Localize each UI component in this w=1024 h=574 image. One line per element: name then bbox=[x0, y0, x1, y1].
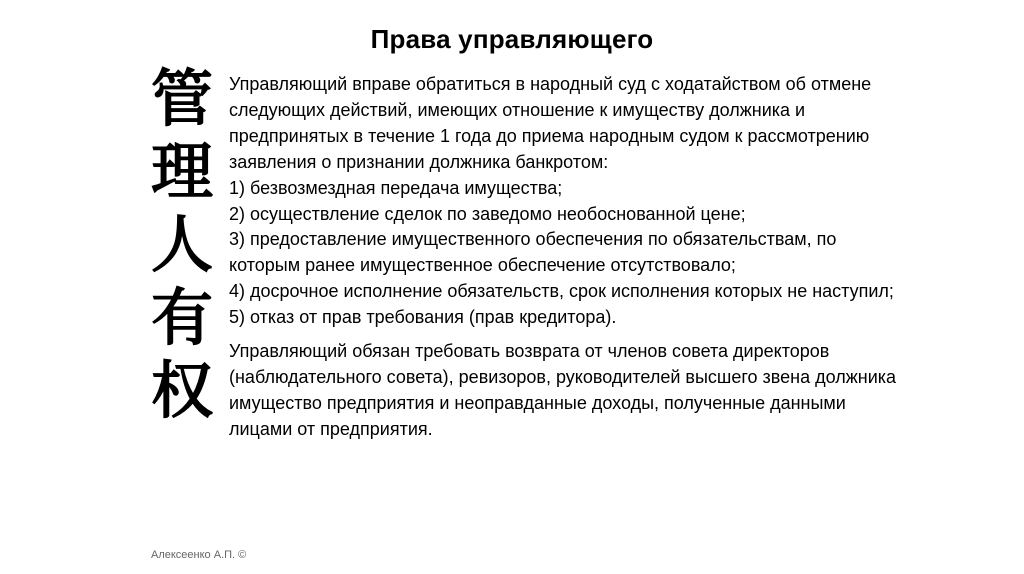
conclusion-paragraph: Управляющий обязан требовать возврата от членов совета директоров (наблюдательного совета), ревизоров, руководителей высшего звена должника имущество предприятия и неоправданные доходы, полученные данными лицами от предприятия. bbox=[229, 341, 897, 439]
kanji-character: 理 bbox=[150, 135, 213, 208]
author-footer: Алексеенко А.П. © bbox=[151, 549, 247, 561]
actions-list bbox=[229, 176, 899, 331]
slide-title: Права управляющего bbox=[370, 24, 654, 54]
kanji-character: 权 bbox=[150, 354, 213, 427]
intro-paragraph: Управляющий вправе обратиться в народный суд с ходатайством об отмене следующих действий, имеющих отношение к имуществу должника и предпринятых в течение 1 года до приема народным судом к рассмотрению заявления о признании должника банкротом: bbox=[229, 74, 872, 172]
kanji-character: 有 bbox=[150, 281, 213, 354]
list-item: 3) предоставление имущественного обеспечения по обязательствам, по которым ранее имущественное обеспечение отсутствовало; bbox=[229, 229, 837, 276]
vertical-chinese-heading bbox=[146, 62, 218, 427]
list-item: 2) осуществление сделок по заведомо необоснованной цене; bbox=[229, 203, 746, 224]
list-item: 1) безвозмездная передача имущества; bbox=[229, 177, 563, 198]
list-item: 5) отказ от прав требования (прав кредитора). bbox=[229, 307, 617, 328]
list-item: 4) досрочное исполнение обязательств, срок исполнения которых не наступил; bbox=[229, 281, 894, 302]
kanji-character: 人 bbox=[150, 208, 213, 281]
kanji-character: 管 bbox=[150, 62, 213, 135]
slide-content bbox=[229, 72, 899, 443]
